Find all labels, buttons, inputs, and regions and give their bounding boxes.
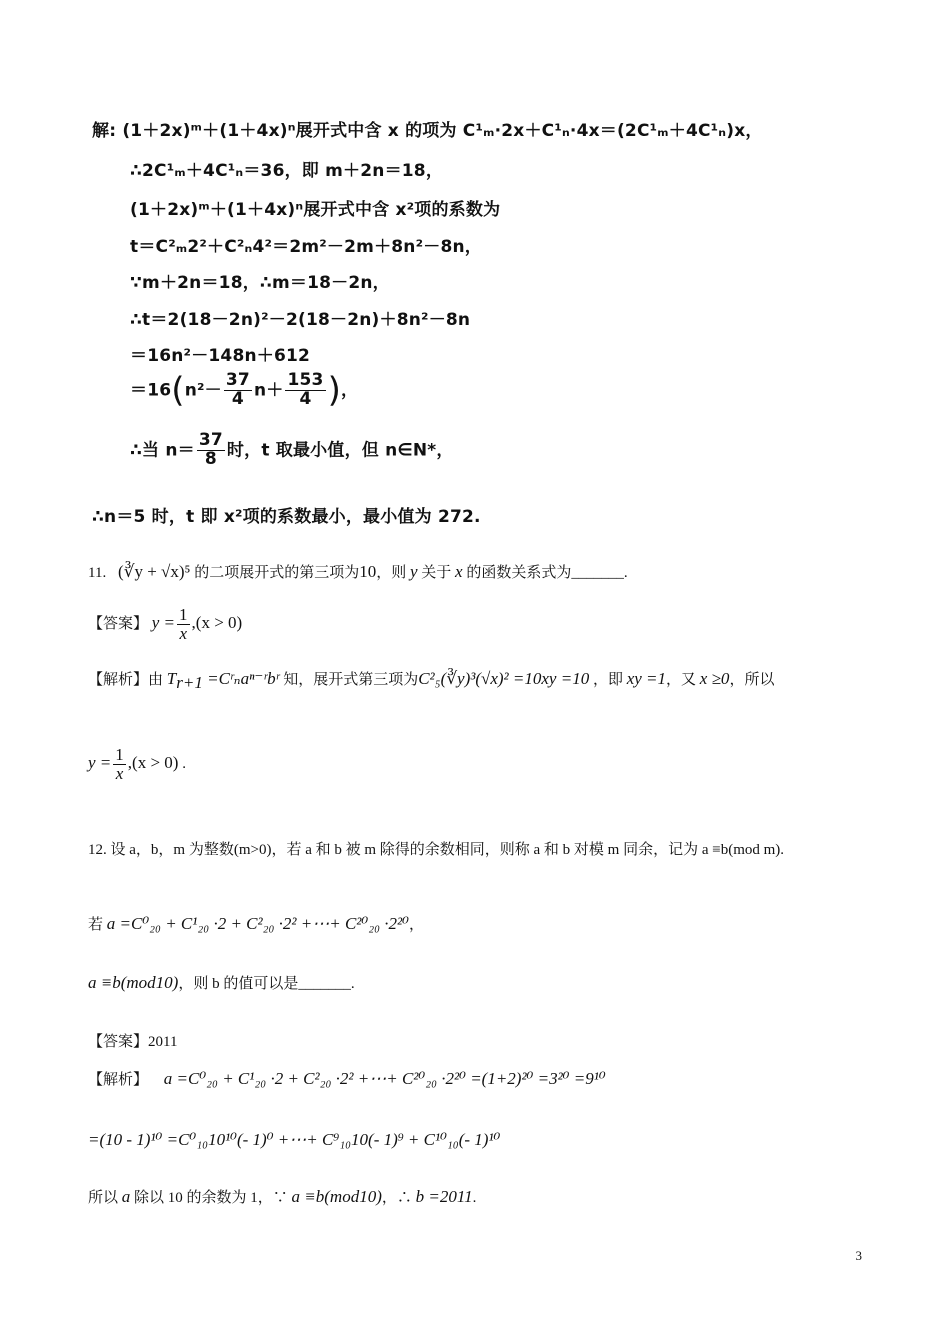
- solution-line-5: ∵m＋2n＝18，∴m＝18－2n，: [130, 273, 390, 293]
- final-fraction: [113, 746, 126, 783]
- solution-line-2: ∴2C¹ₘ＋4C¹ₙ＝36，即 m＋2n＝18，: [130, 161, 444, 181]
- fraction-37-4: [224, 372, 252, 409]
- question-11-text-3: 关于: [421, 565, 452, 581]
- solution-line-4: t＝C²ₘ2²＋C²ₙ4²＝2m²－2m＋8n²－8n，: [130, 237, 482, 257]
- question-11-text-1: 的二项展开式的第三项为: [194, 565, 360, 581]
- final-dot: .: [182, 755, 186, 772]
- analysis-formula-rest: =Cʳₙaⁿ⁻ʳbʳ: [202, 669, 280, 688]
- analysis-term: C²₅(∛y)³(√x)² =10xy =10: [418, 669, 590, 688]
- question-12-line-1: 12. 设 a，b，m 为整数(m>0)，若 a 和 b 被 m 除得的余数相同，则称 a 和 b 对模 m 同余，记为 a ≡b(mod m).: [88, 842, 785, 858]
- question-12-congruence: a ≡b(mod10): [88, 973, 179, 992]
- analysis-text-3: ，即: [592, 672, 623, 688]
- question-number: 11.: [88, 565, 107, 581]
- analysis-label: 【解析】: [88, 672, 149, 688]
- question-11-expression: (∛y + √x)⁵: [117, 562, 191, 581]
- answer-fraction: [177, 606, 190, 643]
- page-number: 3: [855, 1248, 862, 1263]
- analysis-result: b =2011: [415, 1187, 473, 1206]
- answer-label: 【答案】: [88, 615, 149, 632]
- solution-line-6: ∴t＝2(18－2n)²－2(18－2n)＋8n²－8n: [130, 310, 471, 330]
- solution-line-3: (1＋2x)ᵐ＋(1＋4x)ⁿ展开式中含 x²项的系数为: [130, 200, 501, 220]
- analysis-line-2: =(10 - 1)¹⁰ =C⁰₁₀10¹⁰(- 1)⁰ +⋯+ C⁹₁₀10(- 1)⁹ + C¹⁰₁₀(- 1)¹⁰: [88, 1130, 501, 1149]
- question-12-analysis: [88, 1068, 606, 1089]
- fraction-153-4: [285, 372, 325, 409]
- question-12-text: ，则 b 的值可以是_______.: [178, 976, 355, 992]
- solution-line-7: ＝16n²－148n＋612: [130, 346, 311, 366]
- analysis-text-5: ，所以: [729, 672, 775, 688]
- final-lhs: y =: [88, 752, 112, 772]
- analysis-text-1: 由: [148, 672, 164, 688]
- fraction-37-8: [197, 432, 225, 469]
- analysis-dot: .: [472, 1190, 477, 1206]
- solution-line-9-suffix: 时，t 取最小值，但 n∈N*，: [226, 440, 454, 461]
- solution-line-9-prefix: ∴当 n＝: [130, 440, 195, 461]
- question-11-text-4: 的函数关系式为_______.: [466, 565, 628, 581]
- analysis-therefore: ，∴: [381, 1190, 412, 1206]
- fraction-denominator: 4: [231, 388, 244, 409]
- analysis-text-2: 知，展开式第三项为: [283, 672, 419, 688]
- analysis-condition: x ≥0: [699, 669, 730, 688]
- solution-line-8-part-a: n²－: [184, 380, 222, 401]
- fraction-numerator: 153: [287, 370, 324, 390]
- question-11-final: [88, 746, 186, 783]
- variable-x: x: [455, 562, 463, 581]
- answer-condition: ,(x > 0): [191, 612, 243, 632]
- fraction-numerator: 1: [179, 605, 188, 624]
- analysis-xy: xy =1: [626, 669, 667, 688]
- question-12-answer: 【答案】2011: [88, 1034, 178, 1050]
- question-12-line-3: [88, 972, 355, 993]
- analysis-remainder: 除以 10 的余数为 1，∵: [134, 1190, 288, 1206]
- analysis-formula-t: T: [166, 669, 177, 688]
- question-11-answer: [88, 606, 242, 643]
- question-12-analysis-line-3: [88, 1186, 476, 1207]
- question-12-comma: ，: [408, 917, 424, 933]
- analysis-congruence: a ≡b(mod10): [291, 1187, 382, 1206]
- final-condition: ,(x > 0): [127, 752, 179, 772]
- analysis-label: 【解析】: [88, 1072, 149, 1088]
- fraction-numerator: 37: [225, 370, 250, 390]
- solution-line-8-part-b: n＋: [253, 380, 284, 401]
- answer-lhs: y =: [151, 612, 176, 632]
- question-12-if: 若: [88, 917, 104, 933]
- variable-y: y: [409, 562, 418, 581]
- analysis-a: a: [121, 1187, 131, 1206]
- analysis-so: 所以: [88, 1190, 119, 1206]
- left-paren: (: [171, 370, 185, 411]
- analysis-text-4: ，又: [666, 672, 697, 688]
- solution-line-8-prefix: ＝16: [130, 380, 172, 401]
- fraction-numerator: 1: [115, 745, 124, 764]
- solution-line-9: [130, 432, 454, 469]
- question-11: [88, 561, 628, 582]
- analysis-line-1: a =C⁰₂₀ + C¹₂₀ ·2 + C²₂₀ ·2² +⋯+ C²⁰₂₀ ·2²⁰ =(1+2)²⁰ =3²⁰ =9¹⁰: [163, 1069, 606, 1088]
- solution-line-8: [130, 372, 358, 409]
- solution-line-1: 解: (1＋2x)ᵐ＋(1＋4x)ⁿ展开式中含 x 的项为 C¹ₘ·2x＋C¹ₙ·4x＝(2C¹ₘ＋4C¹ₙ)x，: [92, 121, 763, 141]
- question-11-text-2: ，则: [376, 565, 407, 581]
- question-11-value: 10: [359, 562, 377, 581]
- solution-line-10: ∴n＝5 时，t 即 x²项的系数最小，最小值为 272.: [92, 507, 481, 527]
- question-12-sum: a =C⁰₂₀ + C¹₂₀ ·2 + C²₂₀ ·2² +⋯+ C²⁰₂₀ ·2²⁰: [106, 914, 409, 933]
- fraction-numerator: 37: [198, 430, 223, 450]
- solution-line-8-suffix: ，: [341, 380, 359, 401]
- right-paren: ): [327, 370, 342, 411]
- question-12-analysis-line-2: [88, 1130, 500, 1150]
- fraction-denominator: x: [115, 763, 124, 783]
- fraction-denominator: 4: [299, 388, 312, 409]
- fraction-denominator: 8: [204, 448, 217, 469]
- fraction-denominator: x: [179, 623, 188, 643]
- question-11-analysis: 【解析】由 $T_{r+1}$ =Cʳₙaⁿ⁻ʳbʳ 知，展开式第三项为C²₅(∛y)³(√x)² =10xy =10 ，即 xy =1，又 x ≥0，所以: [88, 669, 775, 692]
- question-12-line-2: [88, 913, 424, 934]
